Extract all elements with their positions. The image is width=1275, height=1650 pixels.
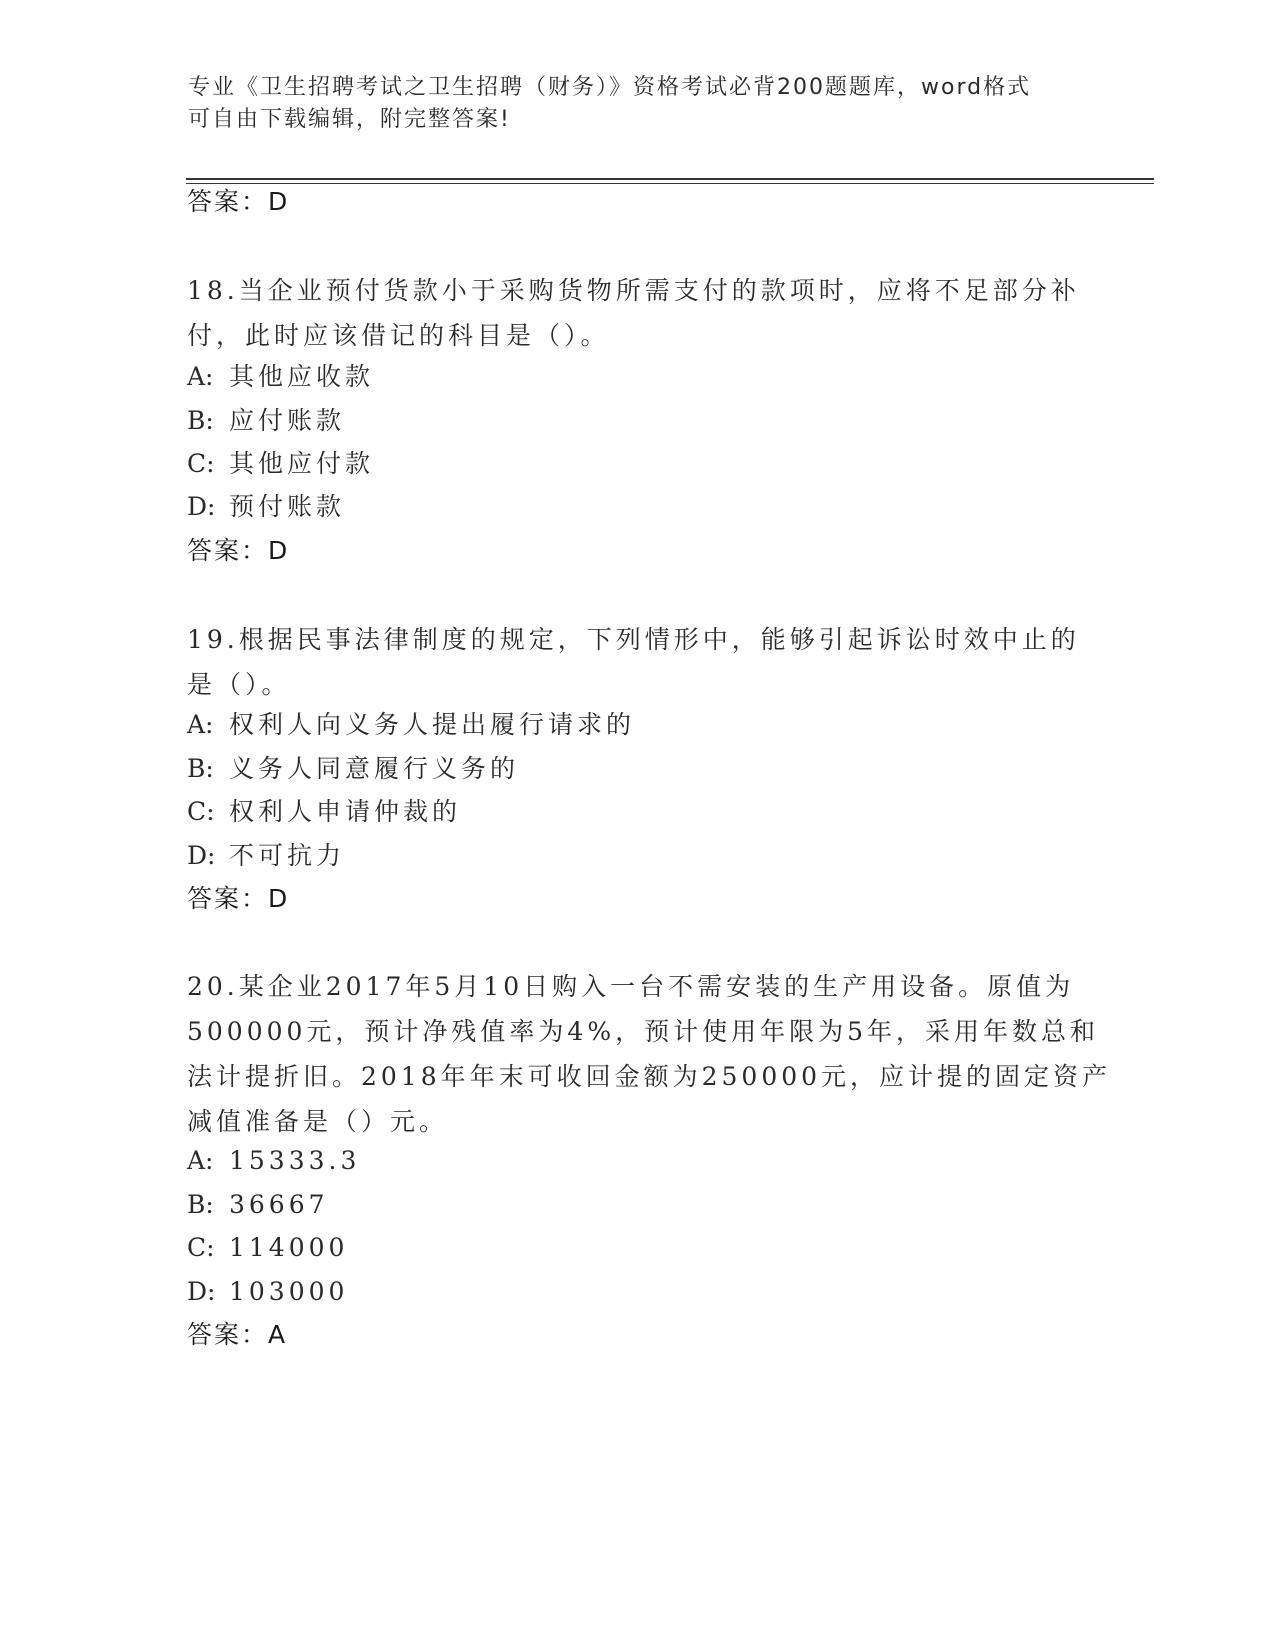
question-19-option-d [187,840,345,872]
question-19-line-1: 19.根据民事法律制度的规定，下列情形中，能够引起诉讼时效中止的 [187,625,1080,654]
question-19-line-2: 是（）。 [187,670,291,699]
option-text: 权利人申请仲裁的 [229,797,462,826]
option-letter: B: [187,406,214,435]
option-letter: C: [187,449,215,478]
question-20-option-d [187,1276,348,1308]
question-20-option-a [187,1145,360,1177]
question-20-line-4: 减值准备是（）元。 [187,1107,449,1136]
option-letter: B: [187,754,214,783]
question-18-option-c [187,448,374,480]
option-letter: D: [187,492,216,521]
question-18-option-d [187,491,345,523]
header-title-line-2: 可自由下载编辑，附完整答案! [188,107,511,132]
question-20-line-2: 500000元，预计净残值率为4%，预计使用年限为5年，采用年数总和 [187,1017,1100,1046]
question-18-option-b [187,405,345,437]
option-text: 不可抗力 [229,841,346,870]
question-18-line-1: 18.当企业预付货款小于采购货物所需支付的款项时，应将不足部分补 [187,276,1080,305]
option-text: 15333.3 [229,1146,361,1175]
question-18-line-2: 付，此时应该借记的科目是（）。 [187,321,610,350]
question-19-option-b [187,753,519,785]
option-letter: B: [187,1190,214,1219]
option-text: 36667 [229,1190,329,1219]
option-text: 应付账款 [229,406,346,435]
option-letter: C: [187,1233,215,1262]
option-text: 预付账款 [229,492,346,521]
option-text: 义务人同意履行义务的 [229,754,520,783]
option-letter: D: [187,841,216,870]
option-letter: A: [187,362,214,391]
question-20-option-c [187,1232,348,1264]
question-19-text [187,617,1087,707]
header-rule-thin [186,183,1154,184]
option-text: 103000 [229,1277,349,1306]
question-19-answer: 答案：D [187,884,290,913]
option-text: 权利人向义务人提出履行请求的 [229,710,636,739]
question-20-text [187,964,1112,1144]
question-18-option-a [187,361,374,393]
option-text: 其他应付款 [229,449,375,478]
option-letter: A: [187,1146,214,1175]
question-20-line-3: 法计提折旧。2018年年末可收回金额为250000元，应计提的固定资产 [187,1062,1112,1091]
question-18-answer: 答案：D [187,536,290,565]
question-18-text [187,268,1087,358]
option-letter: A: [187,710,214,739]
option-letter: C: [187,797,215,826]
document-header [188,72,1068,136]
question-20-option-b [187,1189,329,1221]
header-rule-thick [186,178,1154,180]
question-20-line-1: 20.某企业2017年5月10日购入一台不需安装的生产用设备。原值为 [187,972,1075,1001]
option-text: 114000 [229,1233,349,1262]
question-19-option-a [187,709,635,741]
option-letter: D: [187,1277,216,1306]
question-20-answer: 答案：A [187,1320,288,1349]
previous-answer: 答案：D [187,187,290,216]
question-19-option-c [187,796,461,828]
header-title-line-1: 专业《卫生招聘考试之卫生招聘（财务）》资格考试必背200题题库，word格式 [188,75,1032,100]
option-text: 其他应收款 [229,362,375,391]
